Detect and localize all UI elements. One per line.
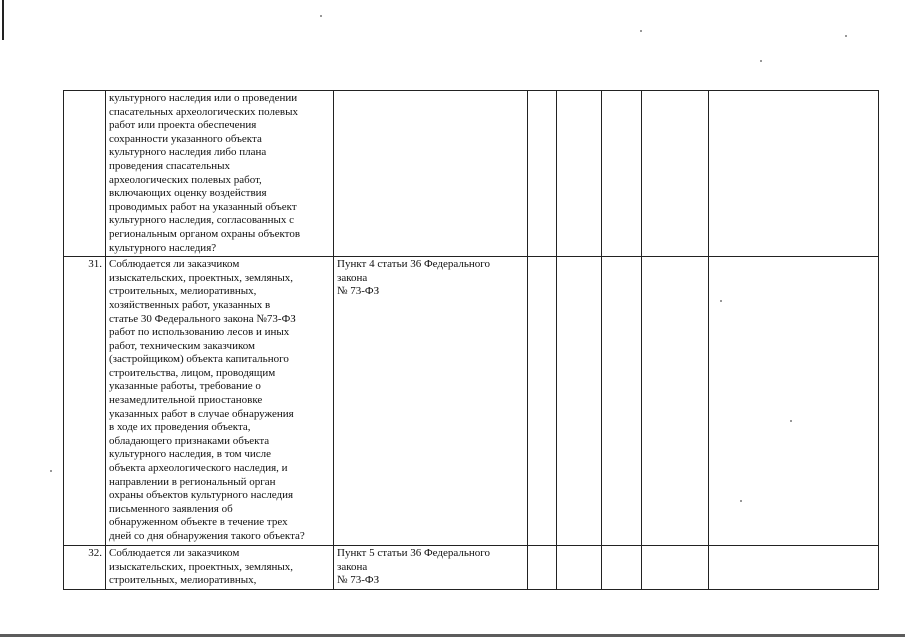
empty-cell <box>557 91 602 257</box>
scan-speck <box>760 60 762 62</box>
table-row <box>64 546 879 590</box>
scan-bottom-edge <box>0 634 905 637</box>
table-row <box>64 91 879 257</box>
empty-cell <box>602 257 642 546</box>
empty-cell <box>709 546 879 590</box>
empty-cell <box>557 257 602 546</box>
legal-reference <box>334 91 528 257</box>
inspection-checklist-table <box>63 90 879 590</box>
empty-cell <box>528 257 557 546</box>
scan-speck <box>50 470 52 472</box>
empty-cell <box>602 546 642 590</box>
scan-speck <box>845 35 847 37</box>
empty-cell <box>557 546 602 590</box>
table-row <box>64 257 879 546</box>
scan-speck <box>320 15 322 17</box>
row-number <box>64 91 106 257</box>
empty-cell <box>642 257 709 546</box>
question-text: культурного наследия или о проведении спасательных археологических полевых работ или проекта обеспечения сохранности указанного объекта культурного наследия либо плана проведения спасательных археологических полевых работ, включающих оценку воздействия проводимых работ на указанный объект культурного наследия, согласованных с региональным органом охраны объектов культурного наследия? <box>106 91 334 257</box>
scan-speck <box>640 30 642 32</box>
empty-cell <box>642 91 709 257</box>
question-text: Соблюдается ли заказчиком изыскательских, проектных, земляных, строительных, мелиоративных, хозяйственных работ, указанных в статье 30 Федерального закона №73-ФЗ работ по использованию лесов и иных работ, техническим заказчиком (застройщиком) объекта капитального строительства, лицом, проводящим указанные работы, требование о незамедлительной приостановке указанных работ в случае обнаружения в ходе их проведения объекта, обладающего признаками объекта культурного наследия, в том числе объекта археологического наследия, и направлении в региональный орган охраны объектов культурного наследия письменного заявления об обнаруженном объекте в течение трех дней со дня обнаружения такого объекта? <box>106 257 334 546</box>
row-number: 32. <box>64 546 106 590</box>
question-text: Соблюдается ли заказчиком изыскательских, проектных, земляных, строительных, мелиоративных, <box>106 546 334 590</box>
row-number: 31. <box>64 257 106 546</box>
empty-cell <box>602 91 642 257</box>
empty-cell <box>709 257 879 546</box>
empty-cell <box>528 91 557 257</box>
legal-reference: Пункт 5 статьи 36 Федерального закона № 73-ФЗ <box>334 546 528 590</box>
empty-cell <box>528 546 557 590</box>
empty-cell <box>642 546 709 590</box>
empty-cell <box>709 91 879 257</box>
legal-reference: Пункт 4 статьи 36 Федерального закона № 73-ФЗ <box>334 257 528 546</box>
scan-edge-mark <box>2 0 4 40</box>
